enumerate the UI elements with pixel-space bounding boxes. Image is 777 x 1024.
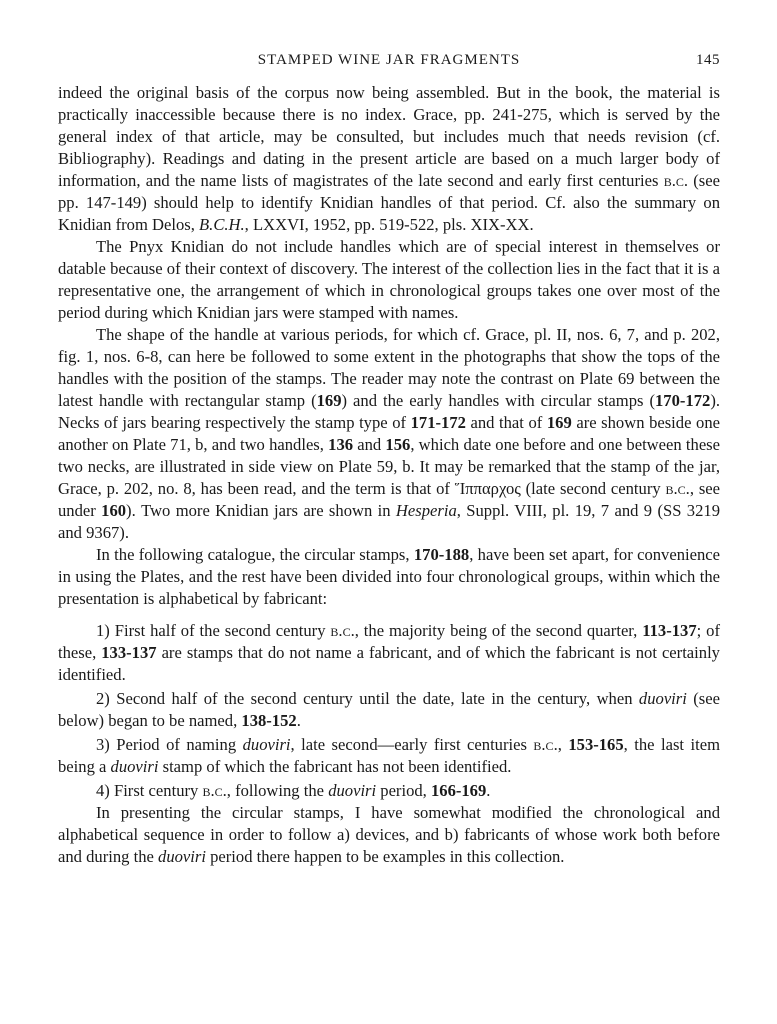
- page-number: 145: [696, 52, 720, 68]
- running-title: STAMPED WINE JAR FRAGMENTS: [257, 52, 521, 68]
- paragraph-2: The Pnyx Knidian do not include handles which are of special interest in themselves or datable because of their context of discovery. The interest of the collection lies in the fact that it is a representative one, the arrangement of which in chronological groups takes one over most of the period during which Knidian jars were stamped with names.: [58, 237, 720, 322]
- greek-word: Ἵππαρχος: [454, 479, 521, 498]
- list-item: 2) Second half of the second century until the date, late in the century, when duoviri (see below) began to be named, 138-152.: [58, 689, 720, 730]
- paragraph-5: In presenting the circular stamps, I have somewhat modified the chronological and alphabetical sequence in order to follow a) devices, and b) fabricants of whose work both before and during the duoviri period there happen to be examples in this collection.: [58, 803, 720, 866]
- paragraph-4: In the following catalogue, the circular stamps, 170-188, have been set apart, for convenience in using the Plates, and the rest have been divided into four chronological groups, within which the presentation is alphabetical by fabricant:: [58, 545, 721, 608]
- list-item: 4) First century b.c., following the duoviri period, 166-169.: [96, 781, 491, 800]
- page: [58, 46, 720, 868]
- paragraph-3: The shape of the handle at various periods, for which cf. Grace, pl. II, nos. 6, 7, and p. 202, fig. 1, nos. 6-8, can here be followed to some extent in the photographs that show the tops of the handles with the position of the stamps. The reader may note the contrast on Plate 69 between the latest handle with rectangular stamp (169) and the early handles with circular stamps (170-172). Necks of jars bearing respectively the stamp type of 171-172 and that of 169 are shown beside one another on Plate 71, b, and two handles, 136 and 156, which date one before and one between these two necks, are illustrated in side view on Plate 59, b. It may be remarked that the stamp of the jar, Grace, p. 202, no. 8, has been read, and the term is that of Ἵππαρχος (late second century b.c., see under 160). Two more Knidian jars are shown in Hesperia, Suppl. VIII, pl. 19, 7 and 9 (SS 3219 and 9367).: [58, 325, 721, 542]
- body-text: [58, 82, 720, 868]
- paragraph-1: indeed the original basis of the corpus now being assembled. But in the book, the material is practically inaccessible because there is no index. Grace, pp. 241-275, which is served by the general index of that article, may be consulted, but includes much that needs revision (cf. Bibliography). Readings and dating in the present article are based on a much larger body of information, and the name lists of magistrates of the late second and early first centuries b.c. (see pp. 147-149) should help to identify Knidian handles of that period. Cf. also the summary on Knidian from Delos, B.C.H., LXXVI, 1952, pp. 519-522, pls. XIX-XX.: [58, 83, 720, 234]
- chronological-groups-list: [58, 620, 720, 802]
- running-header: [58, 46, 720, 74]
- list-item: 1) First half of the second century b.c., the majority being of the second quarter, 113-137; of these, 133-137 are stamps that do not name a fabricant, and of which the fabricant is not certainly identified.: [58, 621, 720, 684]
- list-item: 3) Period of naming duoviri, late second—early first centuries b.c., 153-165, the last item being a duoviri stamp of which the fabricant has not been identified.: [58, 735, 720, 776]
